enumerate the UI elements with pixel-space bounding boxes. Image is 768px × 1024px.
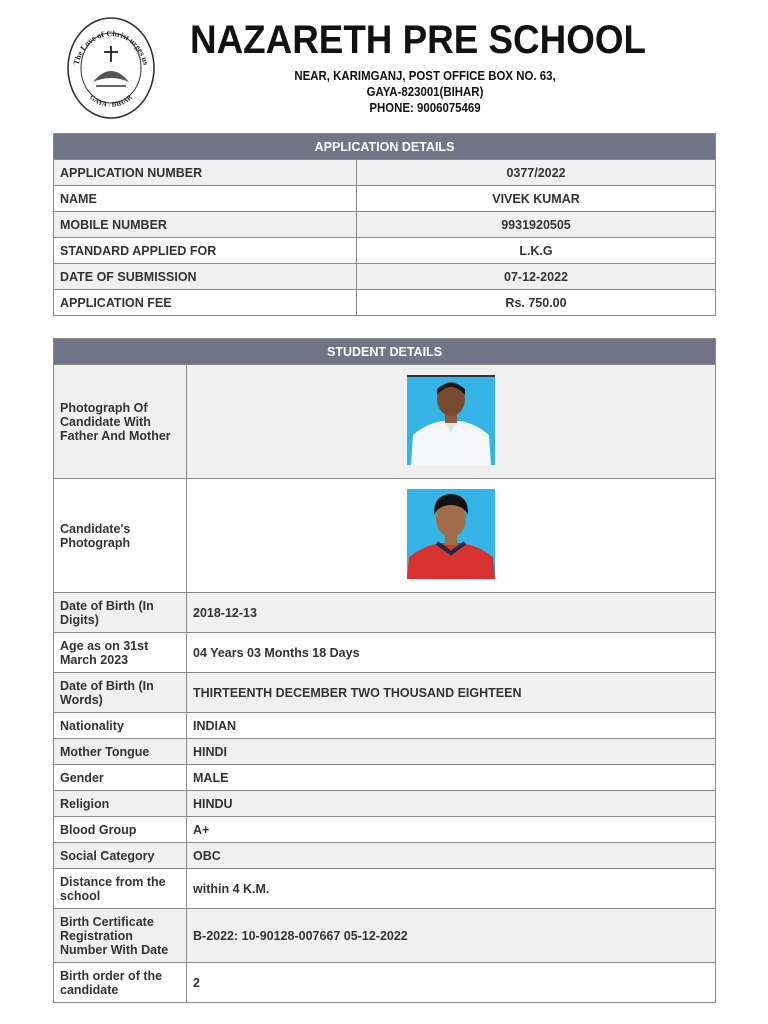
address-line: NEAR, KARIMGANJ, POST OFFICE BOX NO. 63, bbox=[294, 68, 556, 83]
field-label: STANDARD APPLIED FOR bbox=[54, 238, 357, 264]
table-row bbox=[54, 739, 716, 765]
logo-place: GAYA - BIHAR bbox=[88, 93, 134, 109]
table-row bbox=[54, 843, 716, 869]
table-row bbox=[54, 869, 716, 909]
standard-applied: L.K.G bbox=[357, 238, 716, 264]
field-label: Candidate's Photograph bbox=[54, 479, 187, 593]
field-label: Date of Birth (In Digits) bbox=[54, 593, 187, 633]
field-label: Photograph Of Candidate With Father And Mother bbox=[54, 365, 187, 479]
birth-order-value: 2 bbox=[187, 963, 716, 1003]
table-row bbox=[54, 963, 716, 1003]
table-row bbox=[54, 765, 716, 791]
table-row bbox=[54, 791, 716, 817]
student-section-title: STUDENT DETAILS bbox=[54, 339, 716, 365]
field-label: Religion bbox=[54, 791, 187, 817]
table-row bbox=[54, 212, 716, 238]
table-row bbox=[54, 633, 716, 673]
social-category-value: OBC bbox=[187, 843, 716, 869]
field-label: DATE OF SUBMISSION bbox=[54, 264, 357, 290]
student-details-table bbox=[53, 338, 716, 1003]
gender-value: MALE bbox=[187, 765, 716, 791]
field-label: NAME bbox=[54, 186, 357, 212]
field-label: APPLICATION FEE bbox=[54, 290, 357, 316]
age-value: 04 Years 03 Months 18 Days bbox=[187, 633, 716, 673]
blood-group-value: A+ bbox=[187, 817, 716, 843]
address-city: GAYA-823001(BIHAR) bbox=[366, 84, 484, 99]
school-phone: PHONE: 9006075469 bbox=[369, 100, 481, 115]
logo-motto: The Love of Christ urges us bbox=[71, 28, 151, 66]
field-label: Nationality bbox=[54, 713, 187, 739]
field-label: Birth order of the candidate bbox=[54, 963, 187, 1003]
field-label: MOBILE NUMBER bbox=[54, 212, 357, 238]
dob-words: THIRTEENTH DECEMBER TWO THOUSAND EIGHTEEN bbox=[187, 673, 716, 713]
table-row bbox=[54, 238, 716, 264]
table-row bbox=[54, 290, 716, 316]
field-label: Social Category bbox=[54, 843, 187, 869]
table-row bbox=[54, 817, 716, 843]
application-section-title: APPLICATION DETAILS bbox=[54, 134, 716, 160]
table-row bbox=[54, 593, 716, 633]
table-row bbox=[54, 713, 716, 739]
field-label: Age as on 31st March 2023 bbox=[54, 633, 187, 673]
field-label: Distance from the school bbox=[54, 869, 187, 909]
table-row bbox=[54, 160, 716, 186]
table-row bbox=[54, 186, 716, 212]
school-header bbox=[0, 0, 768, 125]
table-row bbox=[54, 909, 716, 963]
table-row bbox=[54, 479, 716, 593]
field-label: Gender bbox=[54, 765, 187, 791]
table-row bbox=[54, 365, 716, 479]
field-label: APPLICATION NUMBER bbox=[54, 160, 357, 186]
applicant-name: VIVEK KUMAR bbox=[357, 186, 716, 212]
field-label: Mother Tongue bbox=[54, 739, 187, 765]
religion-value: HINDU bbox=[187, 791, 716, 817]
mobile-number: 9931920505 bbox=[357, 212, 716, 238]
field-label: Blood Group bbox=[54, 817, 187, 843]
application-details-table bbox=[53, 133, 716, 316]
table-row bbox=[54, 264, 716, 290]
field-label: Birth Certificate Registration Number With Date bbox=[54, 909, 187, 963]
distance-value: within 4 K.M. bbox=[187, 869, 716, 909]
school-logo bbox=[66, 16, 156, 120]
parents-photo bbox=[407, 375, 495, 465]
field-label: Date of Birth (In Words) bbox=[54, 673, 187, 713]
dob-digits: 2018-12-13 bbox=[187, 593, 716, 633]
application-fee: Rs. 750.00 bbox=[357, 290, 716, 316]
candidate-photo bbox=[407, 489, 495, 579]
submission-date: 07-12-2022 bbox=[357, 264, 716, 290]
birth-certificate-value: B-2022: 10-90128-007667 05-12-2022 bbox=[187, 909, 716, 963]
table-row bbox=[54, 673, 716, 713]
application-number: 0377/2022 bbox=[357, 160, 716, 186]
school-name: NAZARETH PRE SCHOOL bbox=[190, 18, 646, 62]
mother-tongue-value: HINDI bbox=[187, 739, 716, 765]
nationality-value: INDIAN bbox=[187, 713, 716, 739]
